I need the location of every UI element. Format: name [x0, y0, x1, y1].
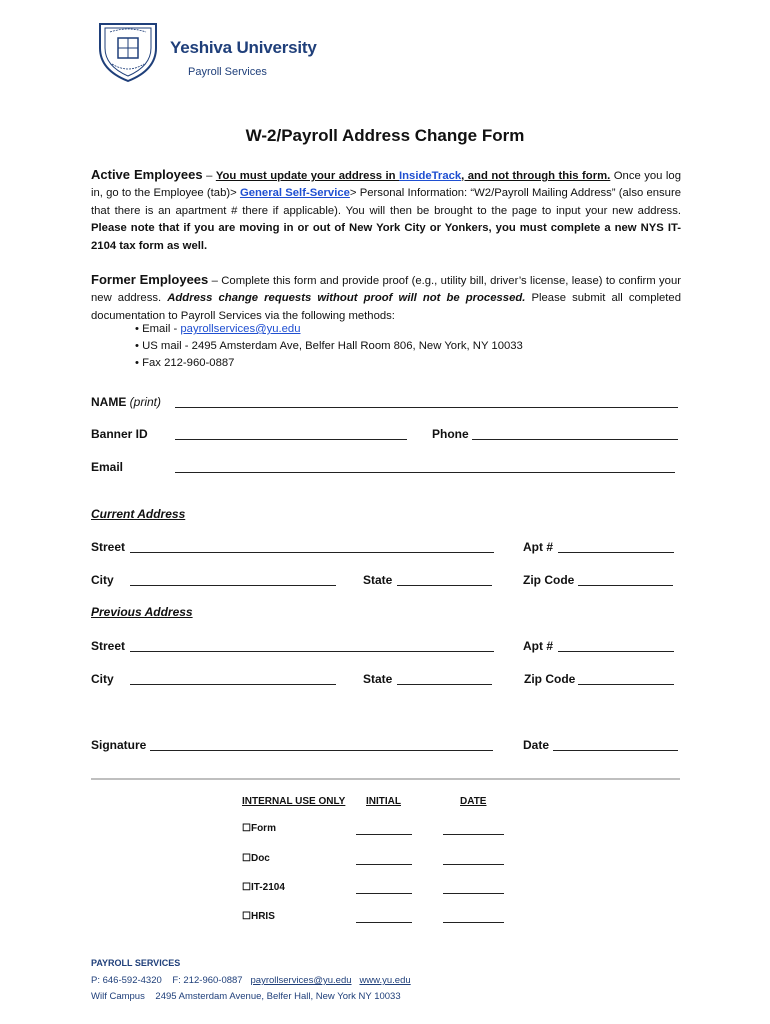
previous-street-label: Street [91, 639, 126, 653]
insidetrack-link[interactable]: InsideTrack [399, 170, 462, 182]
internal-row-hris[interactable] [242, 911, 275, 922]
current-state-label: State [363, 573, 393, 587]
yeshiva-university-seal-logo [92, 18, 164, 84]
current-apt-input-line[interactable] [558, 552, 674, 553]
previous-city-label: City [91, 672, 114, 686]
footer-address: 2495 Amsterdam Avenue, Belfer Hall, New York NY 10033 [155, 991, 401, 1002]
active-text-1: Once you log in, go to the Employee (tab)> [91, 170, 681, 200]
current-street-input-line[interactable] [130, 552, 494, 553]
current-zip-input-line[interactable] [578, 585, 673, 586]
university-name: Yeshiva University [170, 38, 317, 57]
phone-label: Phone [432, 427, 469, 441]
banner-id-input-line[interactable] [175, 439, 407, 440]
footer-address-line [91, 991, 401, 1002]
footer-campus: Wilf Campus [91, 991, 145, 1002]
email-label: Email [91, 460, 124, 474]
doc-initial-line[interactable] [356, 864, 412, 865]
name-label [91, 395, 161, 409]
form-date-line[interactable] [443, 834, 504, 835]
it2104-initial-line[interactable] [356, 893, 412, 894]
payroll-email-link[interactable]: payrollservices@yu.edu [180, 323, 301, 335]
banner-id-label: Banner ID [91, 427, 148, 441]
internal-row-it2104[interactable] [242, 882, 285, 893]
current-city-label: City [91, 573, 114, 587]
form-row-label: Form [250, 823, 276, 834]
initial-header: INITIAL [366, 796, 401, 807]
proof-required-note: Address change requests without proof will not be processed. [167, 292, 526, 305]
date-input-line[interactable] [553, 750, 678, 751]
previous-apt-input-line[interactable] [558, 651, 674, 652]
previous-address-heading: Previous Address [91, 605, 193, 619]
footer-phone: P: 646-592-4320 [91, 975, 162, 986]
previous-city-input-line[interactable] [130, 684, 336, 685]
current-state-input-line[interactable] [397, 585, 492, 586]
date-header: DATE [460, 796, 487, 807]
name-hint: (print) [126, 395, 162, 409]
hris-checkbox[interactable]: ☐ [242, 911, 251, 922]
internal-use-header: INTERNAL USE ONLY [242, 796, 346, 807]
name-label-text: NAME [91, 395, 127, 409]
footer-email-link[interactable]: payrollservices@yu.edu [250, 975, 352, 986]
form-checkbox[interactable]: ☐ [242, 823, 251, 834]
email-input-line[interactable] [175, 472, 675, 473]
previous-zip-label: Zip Code [524, 672, 576, 686]
must-update-prefix: You must update your address in [215, 170, 399, 182]
current-zip-label: Zip Code [523, 573, 575, 587]
current-street-label: Street [91, 540, 126, 554]
it2104-checkbox[interactable]: ☐ [242, 882, 251, 893]
signature-label: Signature [91, 738, 147, 752]
hris-initial-line[interactable] [356, 922, 412, 923]
doc-date-line[interactable] [443, 864, 504, 865]
former-text-2: Please submit all completed documentation to Payroll Services via the following methods: [91, 292, 681, 322]
hris-date-line[interactable] [443, 922, 504, 923]
signature-input-line[interactable] [150, 750, 493, 751]
phone-input-line[interactable] [472, 439, 678, 440]
bullet-email [135, 323, 301, 335]
active-employees-heading: Active Employees [91, 167, 203, 182]
former-text-1: – Complete this form and provide proof (e.g., utility bill, driver’s license, lease) to confirm your new address. [91, 275, 681, 305]
current-address-heading: Current Address [91, 507, 186, 521]
bullet-mail: • US mail - 2495 Amsterdam Ave, Belfer Hall Room 806, New York, NY 10033 [135, 340, 523, 352]
bullet-fax: • Fax 212-960-0887 [135, 357, 235, 369]
previous-street-input-line[interactable] [130, 651, 494, 652]
it2104-date-line[interactable] [443, 893, 504, 894]
previous-zip-input-line[interactable] [578, 684, 674, 685]
name-input-line[interactable] [175, 407, 678, 408]
general-self-service-link[interactable]: General Self-Service [239, 187, 350, 200]
nyc-yonkers-note: Please note that if you are moving in or out of New York City or Yonkers, you must complete a new NYS IT-2104 tax form as well. [91, 222, 681, 252]
current-city-input-line[interactable] [130, 585, 336, 586]
not-through-form: , and not through this form. [461, 170, 611, 182]
date-label: Date [523, 738, 550, 752]
doc-checkbox[interactable]: ☐ [242, 853, 251, 864]
department-name: Payroll Services [188, 66, 267, 78]
email-prefix: • Email - [135, 323, 181, 335]
form-title: W-2/Payroll Address Change Form [245, 126, 525, 145]
footer-department: PAYROLL SERVICES [91, 958, 181, 968]
form-initial-line[interactable] [356, 834, 412, 835]
previous-apt-label: Apt # [523, 639, 553, 653]
section-divider [91, 778, 680, 780]
must-update-text [216, 170, 610, 182]
footer-web-link[interactable]: www.yu.edu [359, 975, 411, 986]
former-employees-paragraph [91, 271, 681, 325]
previous-state-input-line[interactable] [397, 684, 492, 685]
current-apt-label: Apt # [523, 540, 553, 554]
it2104-row-label: IT-2104 [250, 882, 285, 893]
doc-row-label: Doc [250, 853, 270, 864]
footer-fax: F: 212-960-0887 [172, 975, 243, 986]
previous-state-label: State [363, 672, 393, 686]
internal-row-doc[interactable] [242, 853, 270, 864]
former-employees-heading: Former Employees [91, 272, 209, 287]
internal-row-form[interactable] [242, 823, 276, 834]
hris-row-label: HRIS [250, 911, 275, 922]
active-employees-paragraph [91, 166, 681, 255]
dash: – [202, 170, 216, 182]
footer-contact-line [91, 975, 411, 986]
active-text-2: > Personal Information: “W2/Payroll Mailing Address” (also ensure that there is an apartment # there if applicable). You will then be brought to the page to input your new address. [91, 187, 681, 217]
